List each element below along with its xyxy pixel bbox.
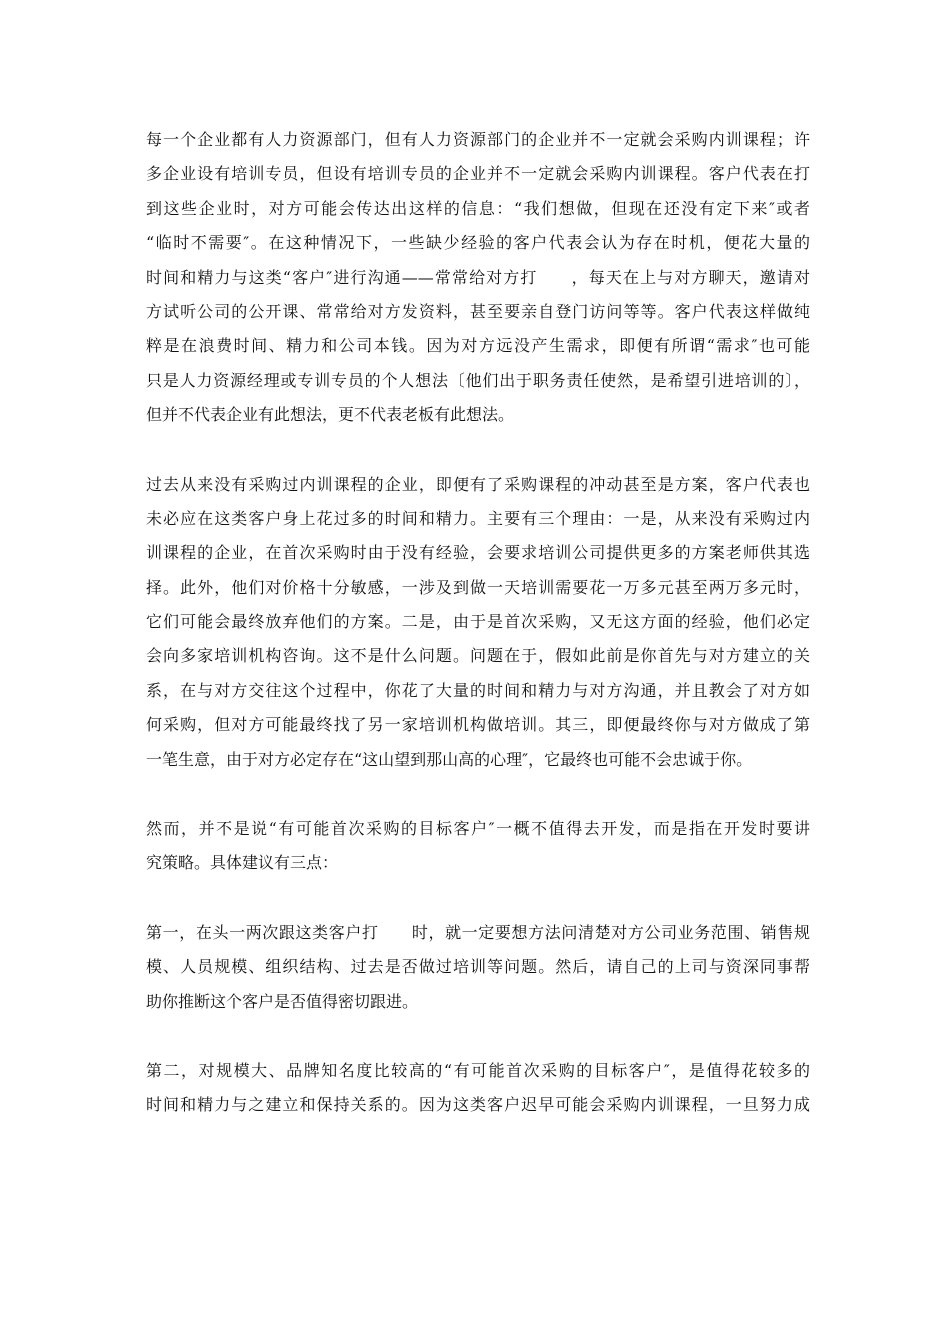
text-line: 只是人力资源经理或专训专员的个人想法〔他们出于职务责任使然，是希望引进培训的〕， xyxy=(146,370,810,390)
text-line: 模、人员规模、组织结构、过去是否做过培训等问题。然后，请自己的上司与资深同事帮 xyxy=(146,957,810,977)
paragraph-1 xyxy=(146,123,810,433)
text-line: “临时不需要″。在这种情况下，一些缺少经验的客户代表会认为存在时机，便花大量的 xyxy=(146,233,810,253)
text-line: 然而，并不是说“有可能首次采购的目标客户″一概不值得去开发，而是指在开发时要讲 xyxy=(146,819,810,839)
paragraph-4 xyxy=(146,916,810,1019)
paragraph-3 xyxy=(146,812,810,881)
text-line: 会向多家培训机构咨询。这不是什么问题。问题在于，假如此前是你首先与对方建立的关 xyxy=(146,646,810,666)
text-line: 但并不代表企业有此想法，更不代表老板有此想法。 xyxy=(146,405,515,425)
paragraph-gap xyxy=(146,1019,810,1054)
text-line: 过去从来没有采购过内训课程的企业，即便有了采购课程的冲动甚至是方案，客户代表也 xyxy=(146,474,810,494)
text-line: 助你推断这个客户是否值得密切跟进。 xyxy=(146,991,419,1011)
document-body xyxy=(146,123,810,1123)
text-line: 方试听公司的公开课、常常给对方发资料，甚至要亲自登门访问等等。客户代表这样做纯 xyxy=(146,301,810,321)
paragraph-5 xyxy=(146,1054,810,1123)
text-line: 系，在与对方交往这个过程中，你花了大量的时间和精力与对方沟通，并且教会了对方如 xyxy=(146,680,810,700)
text-line: 一笔生意，由于对方必定存在“这山望到那山高的心理″，它最终也可能不会忠诚于你。 xyxy=(146,749,753,769)
text-line: 未必应在这类客户身上花过多的时间和精力。主要有三个理由：一是，从来没有采购过内 xyxy=(146,508,810,528)
text-line: 每一个企业都有人力资源部门，但有人力资源部门的企业并不一定就会采购内训课程；许 xyxy=(146,130,810,149)
paragraph-gap xyxy=(146,881,810,916)
text-line: 训课程的企业，在首次采购时由于没有经验，会要求培训公司提供更多的方案老师供其选 xyxy=(146,543,810,563)
text-line: 时间和精力与这类“客户″进行沟通——常常给对方打 ，每天在上与对方聊天，邀请对 xyxy=(146,267,810,287)
text-line: 到这些企业时，对方可能会传达出这样的信息：“我们想做，但现在还没有定下来″或者 xyxy=(146,198,810,218)
text-line: 第二，对规模大、品牌知名度比较高的“有可能首次采购的目标客户″，是值得花较多的 xyxy=(146,1060,810,1080)
paragraph-gap xyxy=(146,433,810,468)
paragraph-2 xyxy=(146,468,810,778)
text-line: 究策略。具体建议有三点： xyxy=(146,853,339,873)
text-line: 它们可能会最终放弃他们的方案。二是，由于是首次采购，又无这方面的经验，他们必定 xyxy=(146,612,810,632)
paragraph-gap xyxy=(146,777,810,812)
text-line: 何采购，但对方可能最终找了另一家培训机构做培训。其三，即便最终你与对方做成了第 xyxy=(146,715,810,735)
text-line: 粹是在浪费时间、精力和公司本钱。因为对方远没产生需求，即便有所谓“需求″也可能 xyxy=(146,336,810,356)
text-line: 择。此外，他们对价格十分敏感，一涉及到做一天培训需要花一万多元甚至两万多元时， xyxy=(146,577,810,597)
text-line: 时间和精力与之建立和保持关系的。因为这类客户迟早可能会采购内训课程，一旦努力成 xyxy=(146,1095,810,1115)
text-line: 第一，在头一两次跟这类客户打 时，就一定要想方法问清楚对方公司业务范围、销售规 xyxy=(146,922,810,942)
text-line: 多企业设有培训专员，但设有培训专员的企业并不一定就会采购内训课程。客户代表在打 xyxy=(146,164,810,184)
